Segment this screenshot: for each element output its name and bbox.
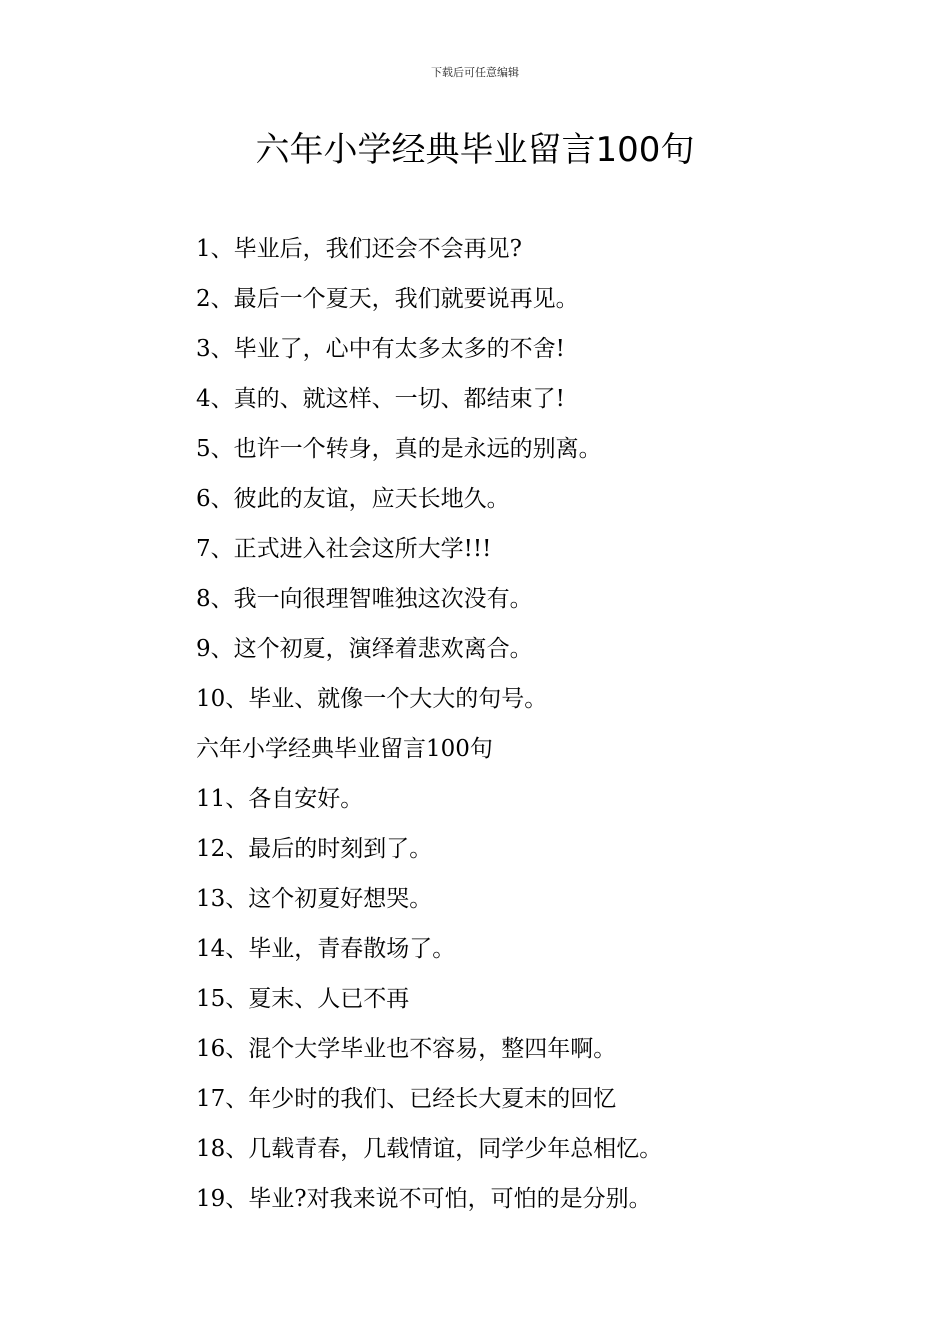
message-line: 13、这个初夏好想哭。: [196, 886, 433, 912]
message-line: 19、毕业?对我来说不可怕，可怕的是分别。: [196, 1186, 652, 1212]
message-line: 15、夏末、人已不再: [196, 986, 410, 1012]
message-line: 7、正式进入社会这所大学!!!: [196, 536, 492, 562]
message-line: 5、也许一个转身，真的是永远的别离。: [196, 436, 602, 462]
message-line: 17、年少时的我们、已经长大夏末的回忆: [196, 1086, 617, 1112]
message-list: [196, 224, 896, 1224]
message-line: 14、毕业，青春散场了。: [196, 936, 456, 962]
message-line: 8、我一向很理智唯独这次没有。: [196, 586, 533, 612]
repeated-title-line: 六年小学经典毕业留言100句: [196, 736, 493, 762]
message-line: 12、最后的时刻到了。: [196, 836, 433, 862]
message-line: 6、彼此的友谊，应天长地久。: [196, 486, 510, 512]
message-line: 1、毕业后，我们还会不会再见?: [196, 236, 522, 262]
document-title: 六年小学经典毕业留言100句: [255, 130, 695, 170]
message-line: 3、毕业了，心中有太多太多的不舍!: [196, 336, 565, 362]
message-line: 2、最后一个夏天，我们就要说再见。: [196, 286, 579, 312]
message-line: 4、真的、就这样、一切、都结束了!: [196, 386, 565, 412]
header-note: 下载后可任意编辑: [431, 66, 519, 79]
message-line: 10、毕业、就像一个大大的句号。: [196, 686, 548, 712]
message-line: 9、这个初夏，演绎着悲欢离合。: [196, 636, 533, 662]
message-line: 11、各自安好。: [196, 786, 364, 812]
message-line: 18、几载青春，几载情谊，同学少年总相忆。: [196, 1136, 663, 1162]
message-line: 16、混个大学毕业也不容易，整四年啊。: [196, 1036, 617, 1062]
